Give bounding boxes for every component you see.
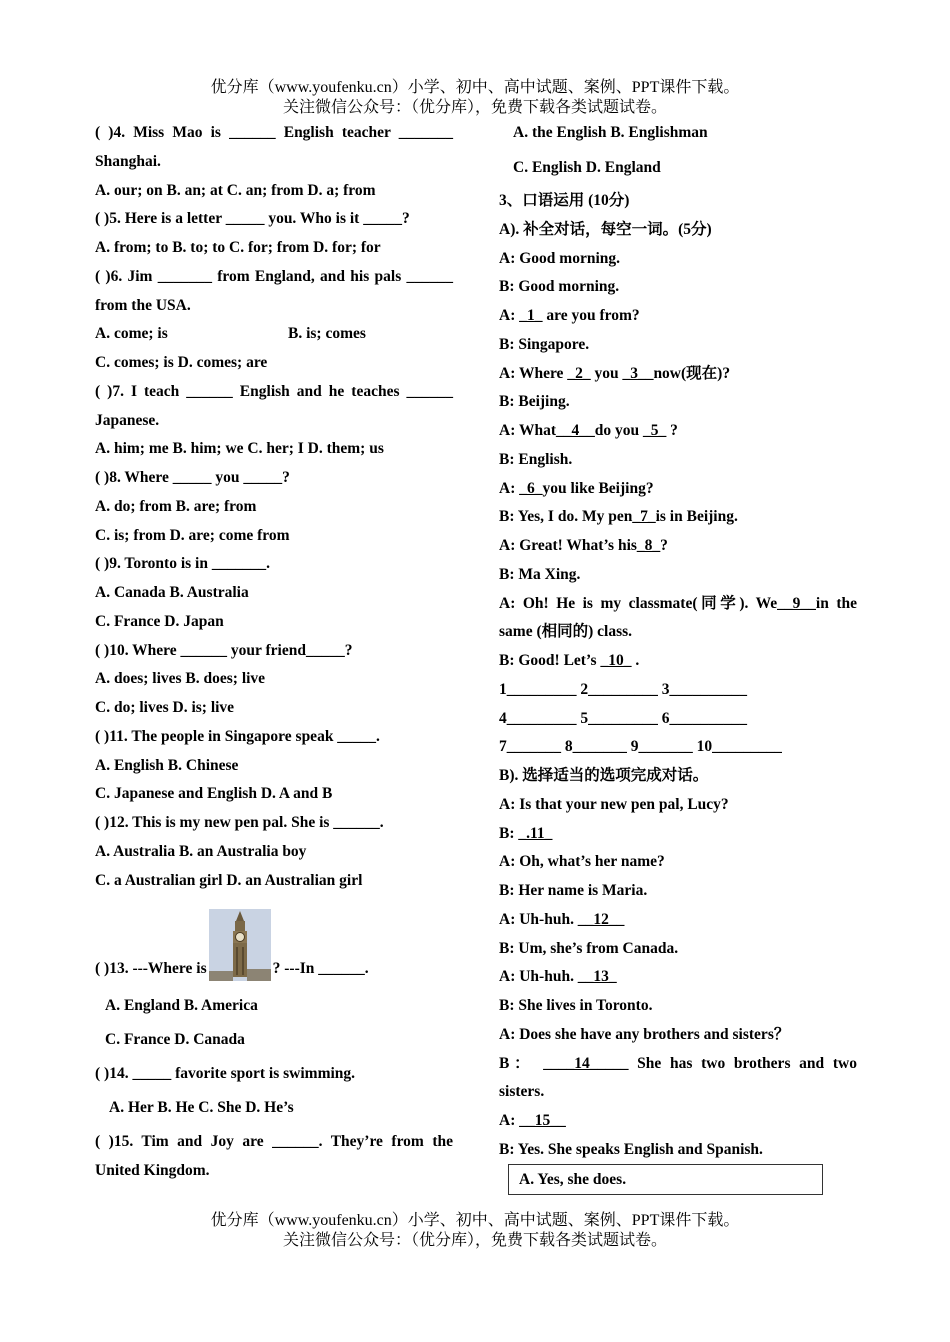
dialog-text: A: Uh-huh. — [499, 910, 578, 928]
dialog-line: B: English. — [499, 450, 573, 468]
question-6: ( )6. Jim _______ from England, and his pals ______ from the USA. — [95, 267, 453, 314]
dialog-text: B: Good! Let’s — [499, 652, 601, 669]
dialog-line: A: Good morning. — [499, 249, 620, 267]
dialog-text: B： — [499, 1054, 544, 1072]
dialog-line: A: Oh, what’s her name? — [499, 853, 665, 871]
dialog-text: A: — [499, 479, 520, 497]
header-line-1: 优分库（www.youfenku.cn）小学、初中、高中试题、案例、PPT课件下载。 — [210, 79, 740, 96]
question-13-options-ab: A. England B. America — [105, 997, 258, 1015]
dialog-line: B: Beijing. — [499, 393, 570, 411]
dialog-line — [499, 1050, 857, 1108]
header-line-2: 关注微信公众号：（优分库），免费下载各类试题试卷。 — [282, 99, 667, 116]
dialog-text: A: — [499, 307, 520, 324]
question-8-options-cd: C. is; from D. are; come from — [95, 526, 290, 544]
dialog-text: in the same (相同的) class. — [499, 594, 857, 641]
question-9: ( )9. Toronto is in _______. — [95, 555, 270, 573]
question-5: ( )5. Here is a letter _____ you. Who is it _____? — [95, 210, 410, 228]
dialog-line: A: Does she have any brothers and sisters？ — [499, 1025, 790, 1043]
footer-line-1: 优分库（www.youfenku.cn）小学、初中、高中试题、案例、PPT课件下载。 — [210, 1212, 740, 1229]
question-5-options: A. from; to B. to; to C. for; from D. for; for — [95, 239, 381, 256]
dialog-line — [499, 1107, 857, 1136]
right-column — [499, 119, 857, 1165]
question-13-prefix: ( )13. ---Where is — [95, 959, 207, 977]
dialog-text: A: What — [499, 422, 556, 439]
question-13-options-cd: C. France D. Canada — [105, 1031, 245, 1049]
question-11-options-ab: A. English B. Chinese — [95, 756, 239, 774]
dialog-line: B: Singapore. — [499, 335, 590, 353]
dialog-text: do you — [594, 422, 643, 439]
dialog-text: B: — [499, 824, 519, 842]
question-12: ( )12. This is my new pen pal. She is ______. — [95, 814, 384, 831]
left-column — [95, 119, 453, 1185]
dialog-text: A: Oh! He is my classmate(同学). We — [499, 594, 778, 612]
footer-line-2: 关注微信公众号：（优分库），免费下载各类试题试卷。 — [282, 1232, 667, 1249]
blank-4: __4__ — [555, 422, 595, 439]
dialog-text: A: Great! What’s his — [499, 537, 637, 554]
question-10: ( )10. Where ______ your friend_____? — [95, 641, 353, 659]
question-7: ( )7. I teach ______ English and he teaches ______ Japanese. — [95, 382, 453, 429]
dialog-text: you — [590, 364, 623, 382]
blank-9: __9__ — [777, 594, 816, 612]
blank-12: __12__ — [577, 910, 625, 928]
dialog-text: . — [631, 652, 640, 669]
question-11: ( )11. The people in Singapore speak _____. — [95, 727, 380, 745]
dialog-line — [499, 360, 857, 389]
question-9-options-ab: A. Canada B. Australia — [95, 584, 249, 601]
answer-blanks-row-1: 1_________ 2_________ 3__________ — [499, 680, 747, 698]
dialog-text: ? — [666, 422, 678, 439]
question-7-options: A. him; me B. him; we C. her; I D. them; us — [95, 440, 384, 458]
dialog-line: B: Yes. She speaks English and Spanish. — [499, 1140, 763, 1158]
blank-8: _8_ — [636, 537, 661, 554]
big-ben-icon — [209, 909, 271, 981]
section-b-title: B). 选择适当的选项完成对话。 — [499, 767, 709, 784]
question-11-options-cd: C. Japanese and English D. A and B — [95, 785, 333, 803]
question-13-suffix: ? ---In ______. — [272, 959, 369, 977]
dialog-line — [499, 906, 857, 935]
answer-blanks-row-2: 4_________ 5_________ 6__________ — [499, 709, 747, 727]
question-10-options-ab: A. does; lives B. does; live — [95, 670, 266, 688]
dialog-line: B: Good morning. — [499, 278, 620, 296]
option-b: B. is; comes — [288, 325, 366, 343]
blank-15: __15__ — [519, 1112, 566, 1129]
dialog-line — [499, 475, 857, 504]
question-15-options-cd: C. English D. England — [513, 159, 661, 176]
question-14: ( )14. _____ favorite sport is swimming. — [95, 1065, 356, 1083]
dialog-line: B: Um, she’s from Canada. — [499, 939, 679, 957]
blank-7: _7_ — [632, 508, 656, 526]
dialog-text: B: Yes, I do. My pen — [499, 508, 633, 526]
option-a: A. come; is — [95, 325, 168, 343]
dialog-text: ? — [660, 537, 668, 554]
option-box-a: A. Yes, she does. — [519, 1171, 627, 1188]
section-a-title: A). 补全对话，每空一词。(5分) — [499, 220, 712, 238]
options-box — [508, 1164, 823, 1195]
dialog-text: She has two brothers and two sisters. — [499, 1054, 857, 1101]
blank-11: _.11_ — [518, 824, 553, 842]
question-4: ( )4. Miss Mao is ______ English teacher _______ Shanghai. — [95, 124, 453, 170]
question-13 — [95, 895, 453, 983]
question-8: ( )8. Where _____ you _____? — [95, 469, 290, 486]
dialog-line — [499, 503, 857, 532]
dialog-line — [499, 820, 857, 849]
dialog-text: A: Uh-huh. — [499, 968, 578, 986]
dialog-line — [499, 963, 857, 992]
question-15-options-ab: A. the English B. Englishman — [513, 124, 708, 141]
blank-14: ____14_____ — [543, 1054, 629, 1072]
dialog-text: A: Where — [499, 364, 568, 382]
question-15: ( )15. Tim and Joy are ______. They’re from the United Kingdom. — [95, 1133, 453, 1180]
dialog-line: A: Is that your new pen pal, Lucy? — [499, 795, 729, 813]
question-8-options-ab: A. do; from B. are; from — [95, 497, 257, 515]
dialog-line — [499, 532, 857, 561]
blank-13: __13_ — [577, 968, 617, 986]
answer-blanks-row-3: 7_______ 8_______ 9_______ 10_________ — [499, 738, 782, 756]
big-ben-picture — [209, 909, 271, 981]
question-4-options: A. our; on B. an; at C. an; from D. a; from — [95, 181, 376, 199]
dialog-text: are you from? — [542, 307, 640, 324]
question-9-options-cd: C. France D. Japan — [95, 612, 224, 630]
blank-2: _2_ — [567, 364, 591, 382]
dialog-line — [499, 590, 857, 648]
dialog-text: is in Beijing. — [655, 508, 738, 526]
blank-3: _3__ — [622, 364, 654, 382]
dialog-text: now(现在)? — [653, 364, 731, 382]
dialog-line: B: She lives in Toronto. — [499, 997, 653, 1014]
question-12-options-cd: C. a Australian girl D. an Australian girl — [95, 871, 363, 889]
section-3-title: 3、口语运用 (10分) — [499, 192, 630, 209]
dialog-line: B: Ma Xing. — [499, 565, 581, 583]
dialog-line — [499, 302, 857, 331]
dialog-text: A: — [499, 1112, 520, 1129]
dialog-line — [499, 417, 857, 446]
question-10-options-cd: C. do; lives D. is; live — [95, 699, 235, 716]
dialog-line: B: Her name is Maria. — [499, 882, 648, 899]
question-6-options-ab — [95, 320, 453, 349]
blank-1: _1_ — [519, 307, 543, 324]
blank-6: _6_ — [519, 479, 543, 497]
question-14-options: A. Her B. He C. She D. He’s — [109, 1099, 294, 1117]
dialog-line — [499, 647, 857, 676]
question-6-options-cd: C. comes; is D. comes; are — [95, 354, 268, 371]
blank-5: _5_ — [642, 422, 667, 439]
blank-10: _10_ — [600, 652, 632, 669]
question-12-options-ab: A. Australia B. an Australia boy — [95, 842, 307, 860]
dialog-text: you like Beijing? — [542, 479, 654, 497]
